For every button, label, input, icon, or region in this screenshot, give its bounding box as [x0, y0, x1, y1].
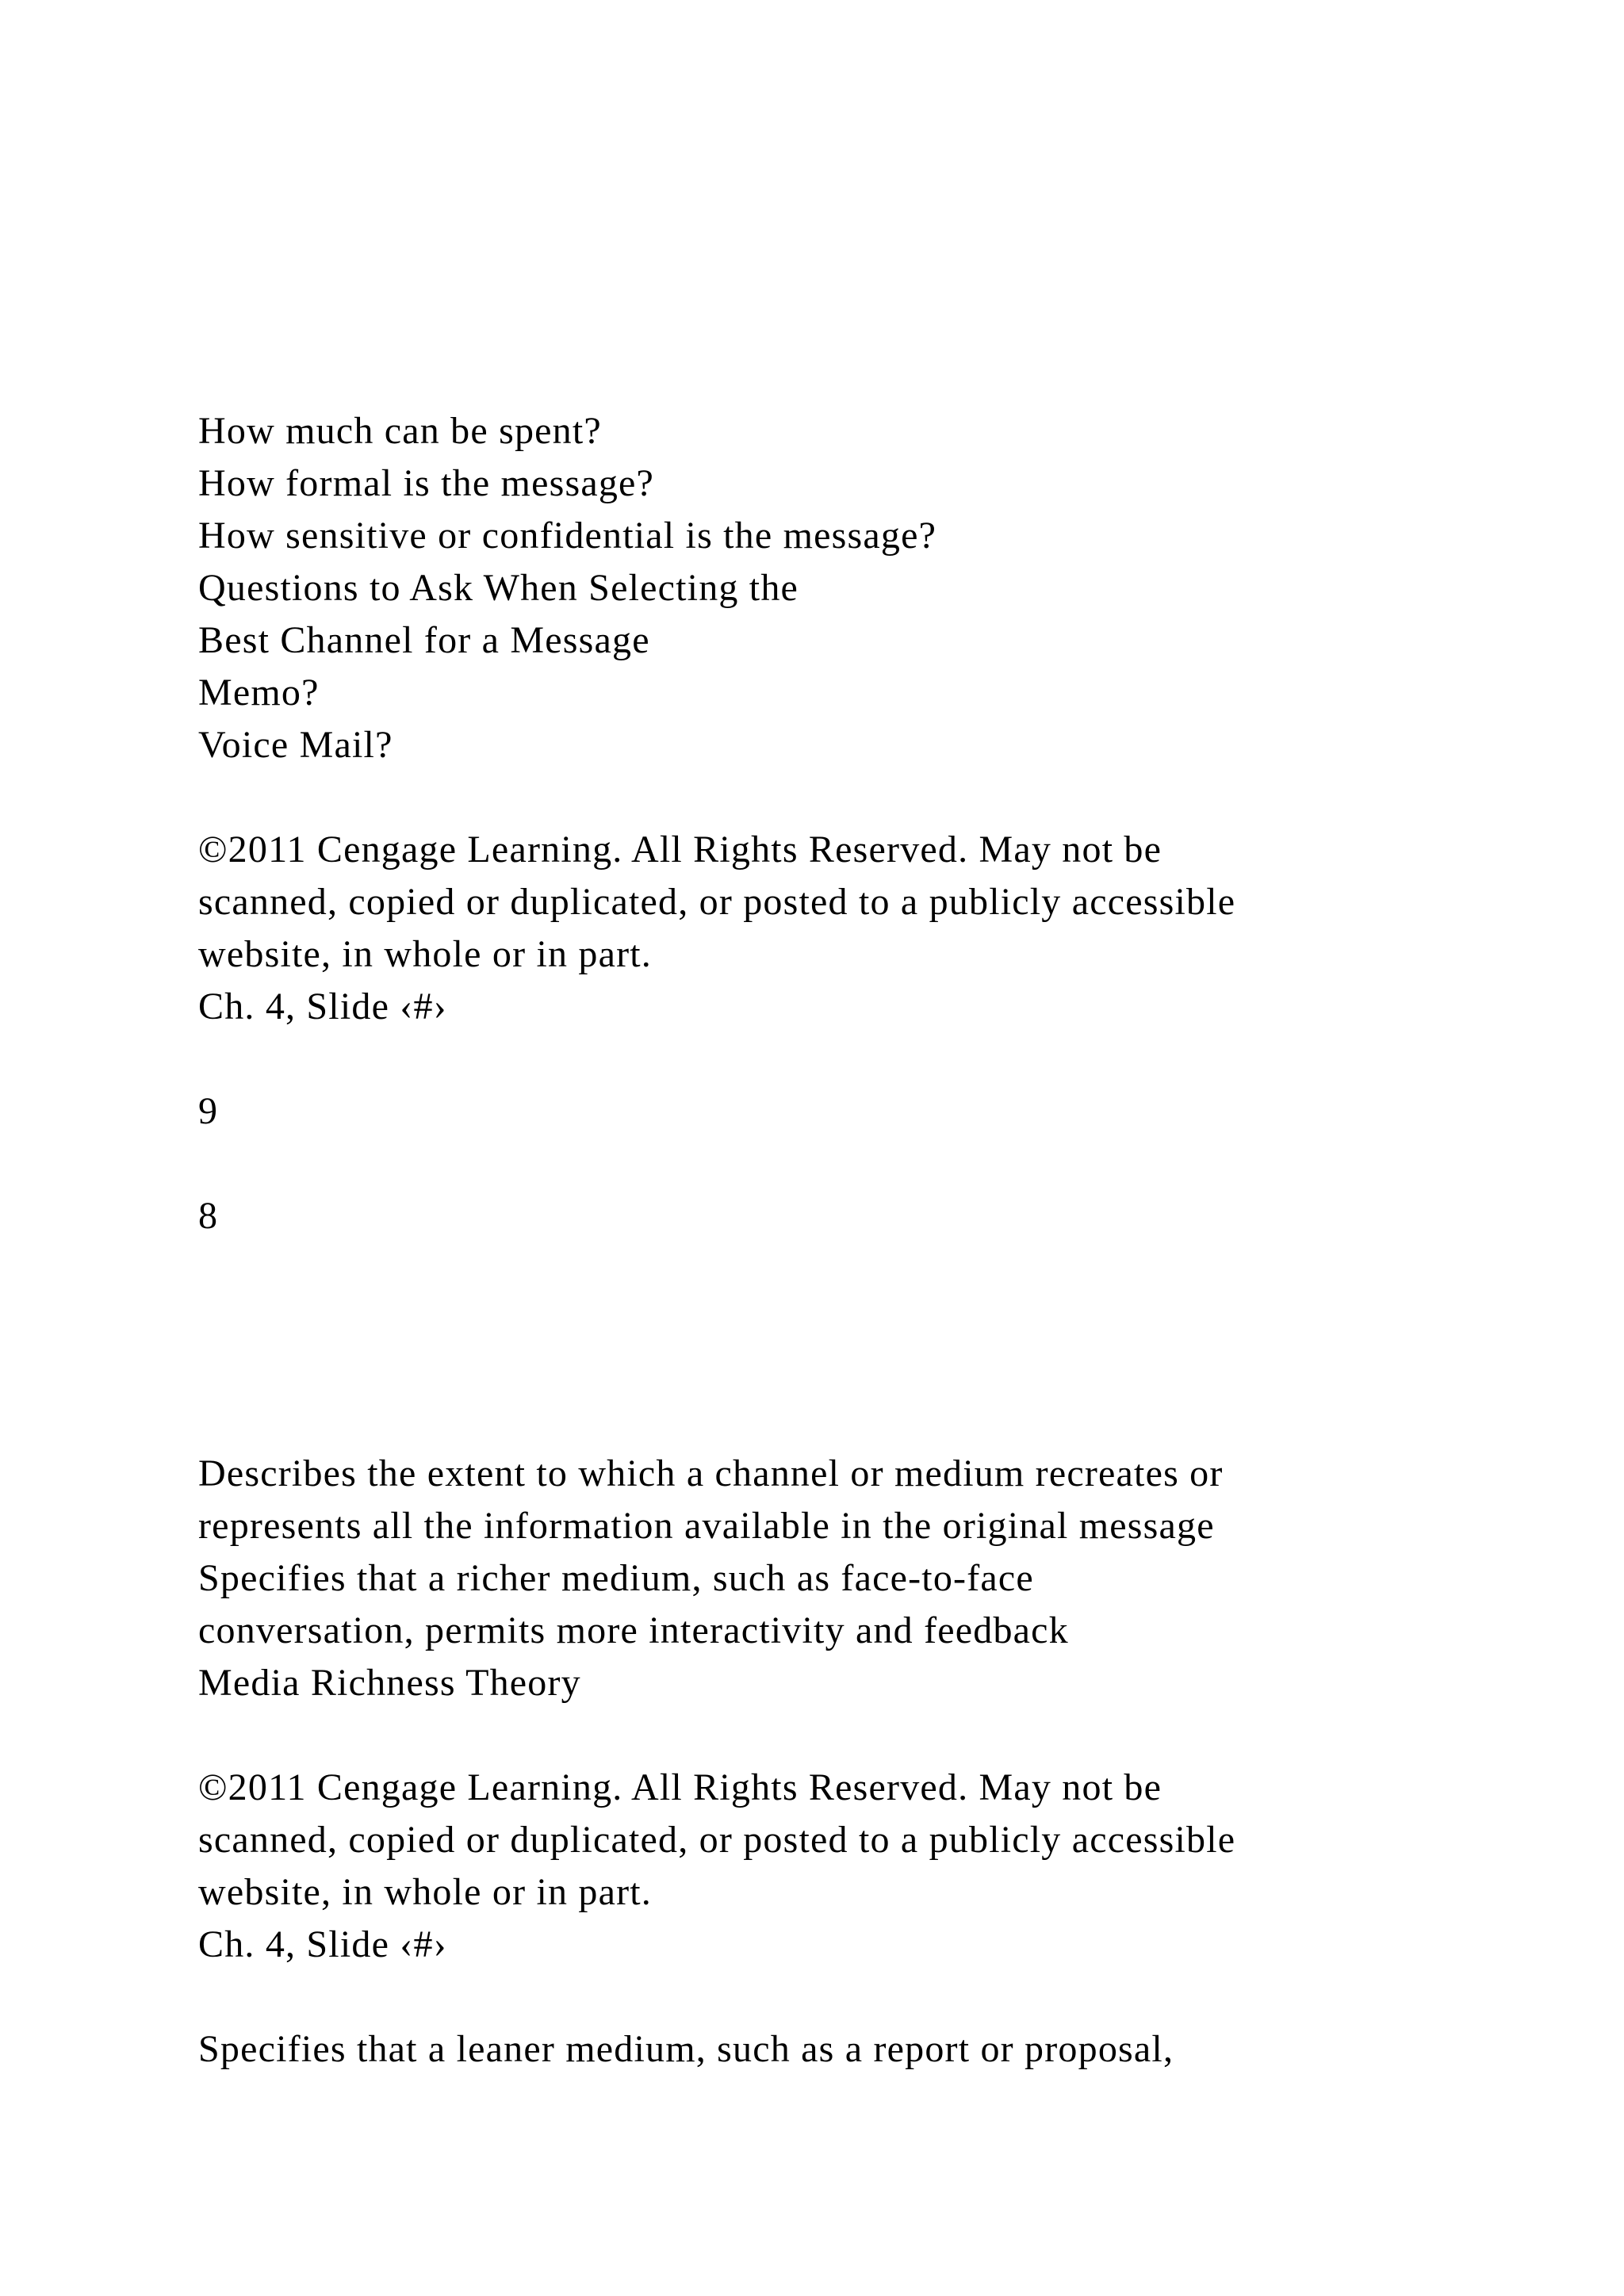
- page-number-8: 8: [198, 1195, 219, 1237]
- body-line-3: Specifies that a richer medium, such as face-to-face: [198, 1557, 1034, 1599]
- example-memo: Memo?: [198, 672, 320, 714]
- copyright-line-3: website, in whole or in part.: [198, 933, 653, 975]
- page-number-9: 9: [198, 1090, 219, 1132]
- trailing-body-line: Specifies that a leaner medium, such as a report or proposal,: [198, 2028, 1174, 2070]
- copyright-line-1: ©2011 Cengage Learning. All Rights Reserved. May not be: [198, 828, 1162, 871]
- copyright-line-1: ©2011 Cengage Learning. All Rights Reserved. May not be: [198, 1766, 1162, 1808]
- slide-title-line-2: Best Channel for a Message: [198, 619, 650, 661]
- copyright-line-2: scanned, copied or duplicated, or posted to a publicly accessible: [198, 881, 1236, 923]
- example-voice-mail: Voice Mail?: [198, 724, 393, 766]
- body-line-4: conversation, permits more interactivity and feedback: [198, 1609, 1069, 1651]
- body-line-2: represents all the information available in the original message: [198, 1505, 1215, 1547]
- slide-title-line-1: Questions to Ask When Selecting the: [198, 567, 799, 609]
- question-formality: How formal is the message?: [198, 462, 655, 504]
- slide-reference: Ch. 4, Slide ‹#›: [198, 1923, 447, 1965]
- question-sensitivity: How sensitive or confidential is the message?: [198, 515, 937, 557]
- question-budget: How much can be spent?: [198, 410, 602, 452]
- copyright-line-3: website, in whole or in part.: [198, 1871, 653, 1913]
- slide-reference: Ch. 4, Slide ‹#›: [198, 985, 447, 1027]
- body-line-1: Describes the extent to which a channel or medium recreates or: [198, 1452, 1224, 1494]
- copyright-line-2: scanned, copied or duplicated, or posted to a publicly accessible: [198, 1819, 1236, 1861]
- section-title-media-richness: Media Richness Theory: [198, 1662, 581, 1704]
